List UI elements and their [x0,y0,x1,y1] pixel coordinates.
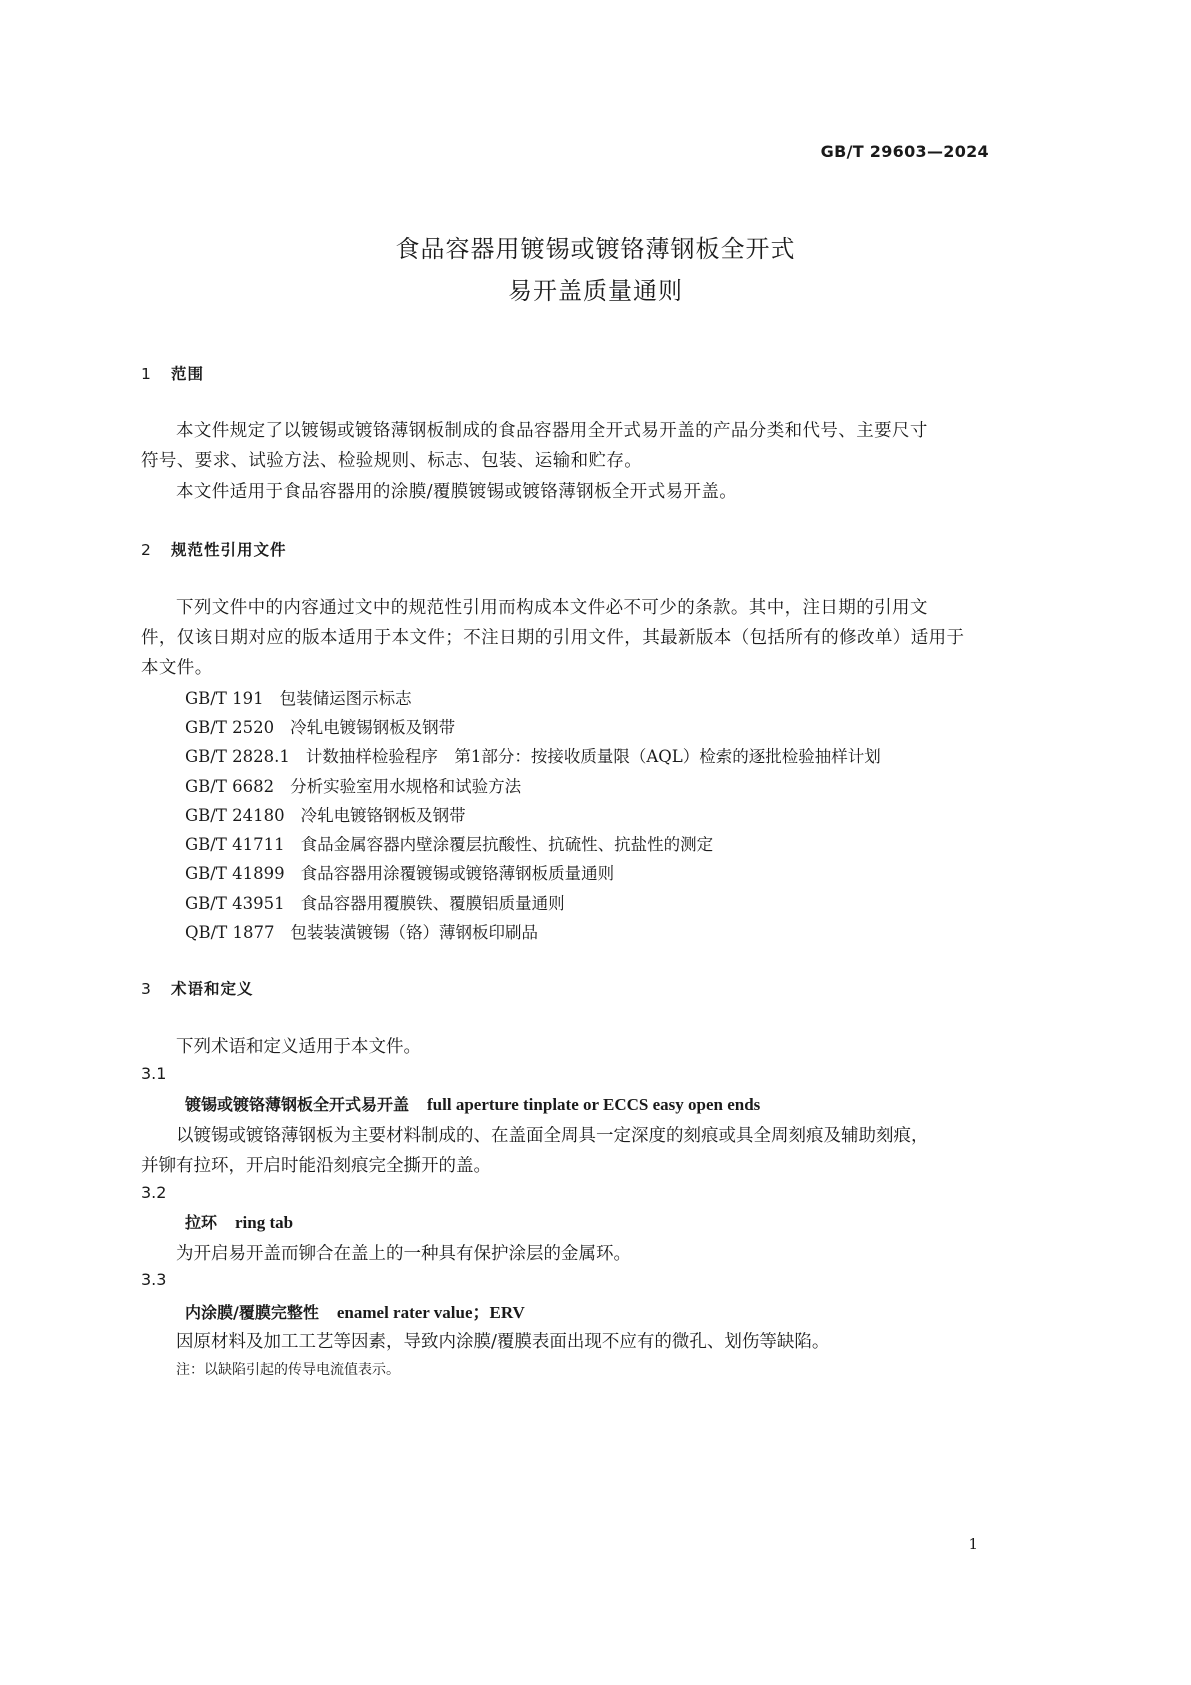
reference-title: 食品容器用涂覆镀锡或镀铬薄钢板质量通则 [300,864,615,883]
term-entry [185,1298,525,1323]
section-number: 1 [141,365,152,383]
section-1-heading [141,362,204,384]
section-title: 范围 [171,365,205,383]
reference-code: GB/T 43951 [185,894,285,913]
reference-title: 食品金属容器内壁涂覆层抗酸性、抗硫性、抗盐性的测定 [300,835,714,854]
term-note: 注：以缺陷引起的传导电流值表示。 [176,1362,400,1378]
section-3-heading [141,977,254,999]
section-2-heading [141,538,287,560]
section-2-intro-line-1: 下列文件中的内容通过文中的规范性引用而构成本文件必不可少的条款。其中，注日期的引用文 [176,598,928,618]
reference-item [185,773,521,797]
reference-code: GB/T 6682 [185,777,275,796]
term-definition-line-1: 以镀锡或镀铬薄钢板为主要材料制成的、在盖面全周具一定深度的刻痕或具全周刻痕及辅助刻痕， [176,1126,929,1146]
page-number: 1 [968,1535,978,1553]
term-chinese: 内涂膜/覆膜完整性 [185,1303,319,1322]
reference-code: GB/T 41899 [185,864,285,883]
term-english: full aperture tinplate or ECCS easy open ends [427,1095,761,1114]
standard-code: GB/T 29603—2024 [820,142,989,161]
section-number: 2 [141,541,152,559]
term-entry [185,1210,293,1233]
reference-code: GB/T 2520 [185,718,275,737]
reference-code: GB/T 2828.1 [185,747,290,766]
reference-code: GB/T 24180 [185,806,285,825]
reference-title: 分析实验室用水规格和试验方法 [290,777,522,796]
section-number: 3 [141,980,152,998]
term-definition-line-1: 为开启易开盖而铆合在盖上的一种具有保护涂层的金属环。 [176,1244,631,1264]
reference-title: 包装储运图示标志 [279,689,412,708]
term-english: enamel rater value；ERV [336,1303,525,1322]
reference-title: 食品容器用覆膜铁、覆膜铝质量通则 [300,894,565,913]
term-chinese: 镀锡或镀铬薄钢板全开式易开盖 [185,1095,410,1114]
reference-title: 包装装潢镀锡（铬）薄钢板印刷品 [290,923,538,942]
reference-item [185,685,412,709]
reference-item [185,714,455,738]
term-english: ring tab [235,1213,294,1232]
reference-item [185,743,881,767]
reference-title: 计数抽样检验程序 第1部分：按接收质量限（AQL）检索的逐批检验抽样计划 [305,747,881,766]
reference-title: 冷轧电镀铬钢板及钢带 [300,806,466,825]
reference-item [185,860,614,884]
term-chinese: 拉环 [185,1213,218,1232]
section-2-intro-line-2: 件，仅该日期对应的版本适用于本文件；不注日期的引用文件，其最新版本（包括所有的修改单）适用于 [141,628,965,648]
clause-number: 3.1 [141,1064,167,1083]
section-2-intro-line-3: 本文件。 [141,658,213,678]
section-title: 术语和定义 [171,980,254,998]
reference-code: GB/T 191 [185,689,264,708]
clause-number: 3.2 [141,1183,167,1202]
document-title-line-2: 易开盖质量通则 [508,277,683,305]
reference-item [185,919,538,943]
document-title-line-1: 食品容器用镀锡或镀铬薄钢板全开式 [395,235,796,263]
reference-title: 冷轧电镀锡钢板及钢带 [290,718,456,737]
section-1-paragraph-2: 本文件适用于食品容器用的涂膜/覆膜镀锡或镀铬薄钢板全开式易开盖。 [176,482,738,502]
reference-code: QB/T 1877 [185,923,275,942]
reference-item [185,831,713,855]
section-3-intro: 下列术语和定义适用于本文件。 [176,1037,421,1057]
term-definition-line-1: 因原材料及加工工艺等因素，导致内涂膜/覆膜表面出现不应有的微孔、划伤等缺陷。 [176,1332,830,1352]
term-definition-line-2: 并铆有拉环，开启时能沿刻痕完全撕开的盖。 [141,1156,491,1176]
reference-code: GB/T 41711 [185,835,285,854]
section-title: 规范性引用文件 [171,541,287,559]
clause-number: 3.3 [141,1270,167,1289]
reference-item [185,890,565,914]
reference-item [185,802,466,826]
section-1-paragraph-1-line-2: 符号、要求、试验方法、检验规则、标志、包装、运输和贮存。 [141,451,643,471]
section-1-paragraph-1-line-1: 本文件规定了以镀锡或镀铬薄钢板制成的食品容器用全开式易开盖的产品分类和代号、主要尺寸 [176,421,928,441]
term-entry [185,1092,760,1115]
